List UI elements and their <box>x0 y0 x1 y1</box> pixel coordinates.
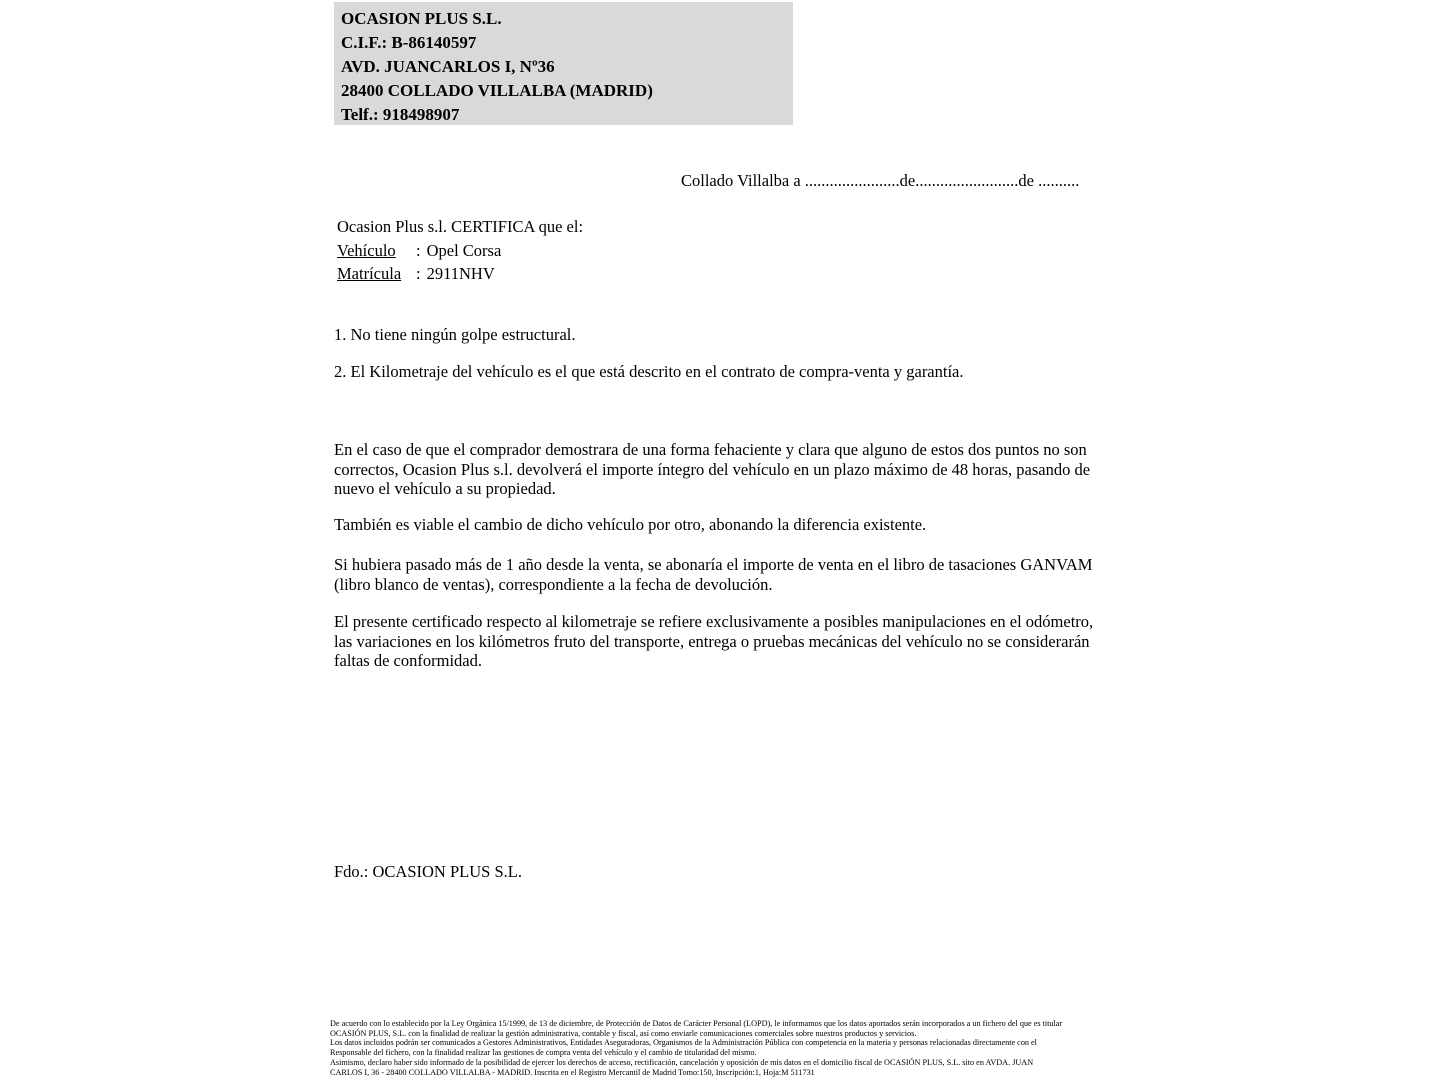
vehicle-label: Vehículo <box>337 240 396 260</box>
vehicle-field-row <box>337 239 583 263</box>
vehicle-value: Opel Corsa <box>426 240 502 260</box>
company-phone: Telf.: 918498907 <box>341 105 460 124</box>
legal-line: De acuerdo con lo establecido por la Ley Orgánica 15/1999, de 13 de diciembre, de Protección de Datos de Carácter Personal (LOPD), le informamos que los datos aportados serán incorporados a un fichero del que es titular <box>330 1019 1063 1028</box>
company-name: OCASION PLUS S.L. <box>341 9 502 28</box>
plate-value: 2911NHV <box>426 264 495 283</box>
legal-line: OCASIÓN PLUS, S.L. con la finalidad de realizar la gestión administrativa, contable y fiscal, así como enviarle comunicaciones comerciales sobre nuestros productos y servicios. <box>330 1028 917 1038</box>
certification-point-1: 1. No tiene ningún golpe estructural. <box>334 325 576 344</box>
plate-field-row <box>337 262 583 286</box>
legal-line: Los datos incluidos podrán ser comunicados a Gestores Administrativos, Entidades Aseguradoras, Organismos de la Administración Pública con competencia en la materia y personas relacionadas directamente con el <box>330 1038 1037 1048</box>
paragraph-refund-terms: En el caso de que el comprador demostrara de una forma fehaciente y clara que alguno de estos dos puntos no son correctos, Ocasion Plus s.l. devolverá el importe íntegro del vehículo en un plazo máximo de 48 horas, pasando de nuevo el vehículo a su propiedad. <box>334 440 1091 499</box>
company-address: AVD. JUANCARLOS I, Nº36 <box>341 57 555 76</box>
company-info-box <box>334 2 793 125</box>
certificate-intro: Ocasion Plus s.l. CERTIFICA que el: <box>337 217 584 236</box>
company-city: 28400 COLLADO VILLALBA (MADRID) <box>341 81 653 100</box>
company-cif: C.I.F.: B-86140597 <box>341 33 477 52</box>
certification-point-2: 2. El Kilometraje del vehículo es el que está descrito en el contrato de compra-venta y garantía. <box>334 362 964 381</box>
signature-line: Fdo.: OCASION PLUS S.L. <box>334 862 522 881</box>
certificate-block <box>337 215 583 286</box>
legal-line: Asimismo, declaro haber sido informado de la posibilidad de ejercer los derechos de acceso, rectificación, cancelación y oposición de mis datos en el domicilio fiscal de OCASIÓN PLUS, S.L. sito en AVDA. JUAN <box>330 1057 1034 1067</box>
paragraph-ganvam-valuation: Si hubiera pasado más de 1 año desde la venta, se abonaría el importe de venta en el libro de tasaciones GANVAM (libro blanco de ventas), correspondiente a la fecha de devolución. <box>334 555 1093 594</box>
date-line: Collado Villalba a .......................de.........................de .......... <box>681 171 1080 190</box>
paragraph-odometer-disclaimer: El presente certificado respecto al kilometraje se refiere exclusivamente a posibles manipulaciones en el odómetro, las variaciones en los kilómetros fruto del transporte, entrega o pruebas mecánicas del vehículo no se considerarán faltas de conformidad. <box>334 612 1094 671</box>
plate-colon: : <box>416 264 421 283</box>
paragraph-exchange-option: También es viable el cambio de dicho vehículo por otro, abonando la diferencia existente. <box>334 515 927 534</box>
legal-line: CARLOS I, 36 - 28400 COLLADO VILLALBA - MADRID. Inscrita en el Registro Mercantil de Madrid Tomo:150, Inscripción:1, Hoja:M 511731 <box>330 1067 815 1077</box>
legal-line: Responsable del fichero, con la finalidad realizar las gestiones de compra venta del vehículo y el cambio de titularidad del mismo. <box>330 1048 757 1058</box>
vehicle-colon: : <box>416 240 421 260</box>
plate-label: Matrícula <box>337 264 402 283</box>
legal-fine-print <box>330 1019 1130 1077</box>
